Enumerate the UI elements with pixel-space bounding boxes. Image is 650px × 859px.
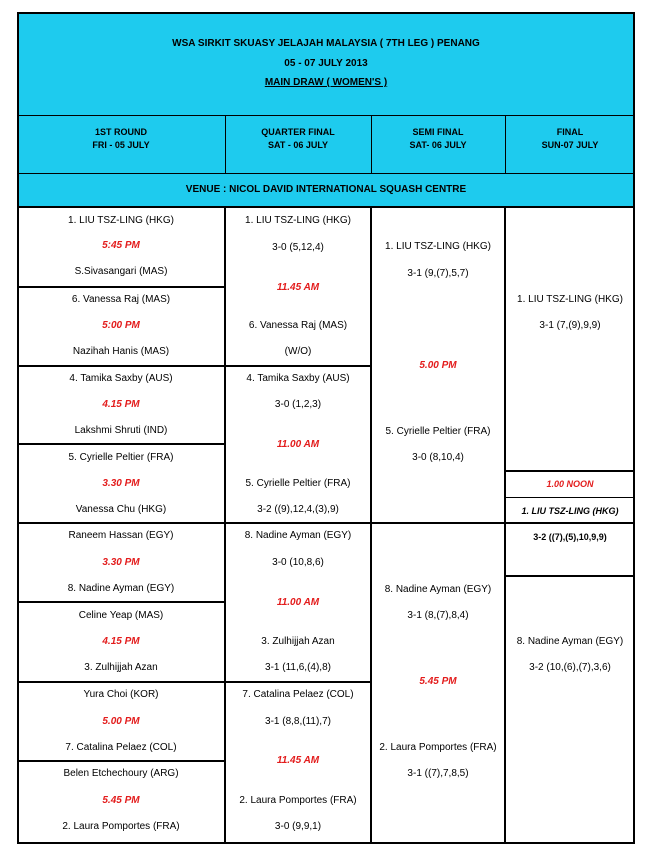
round1-player: Yura Choi (KOR)	[83, 689, 159, 700]
column-header-round1	[17, 126, 225, 152]
final-score: 3-2 (10,(6),(7),3,6)	[529, 662, 611, 673]
round1-player: Vanessa Chu (HKG)	[75, 504, 167, 515]
quarter-player: 8. Nadine Ayman (EGY)	[244, 530, 352, 541]
quarter-score: 3-0 (5,12,4)	[272, 242, 324, 253]
quarter-score: 3-1 (11,6,(4),8)	[265, 662, 331, 673]
row-divider	[17, 760, 225, 762]
round1-player: 1. LIU TSZ-LING (HKG)	[68, 215, 174, 226]
row-divider	[505, 497, 635, 498]
column-title: SEMI FINAL	[412, 127, 464, 137]
round1-time: 5:00 PM	[102, 320, 140, 331]
row-divider	[17, 522, 371, 524]
row-divider	[17, 286, 225, 288]
quarter-player: 1. LIU TSZ-LING (HKG)	[245, 215, 351, 226]
tournament-dates: 05 - 07 JULY 2013	[284, 58, 368, 69]
round1-player: Nazihah Hanis (MAS)	[72, 346, 170, 357]
round1-player: 8. Nadine Ayman (EGY)	[67, 583, 175, 594]
column-title: 1ST ROUND	[94, 127, 147, 137]
quarter-player: 6. Vanessa Raj (MAS)	[248, 320, 348, 331]
semi-time: 5.00 PM	[419, 360, 457, 371]
round1-time: 5.45 PM	[102, 795, 140, 806]
semi-score: 3-0 (8,10,4)	[412, 452, 464, 463]
final-score: 3-1 (7,(9),9,9)	[539, 320, 601, 331]
quarter-score: 3-2 ((9),12,4,(3),9)	[257, 504, 339, 515]
quarter-player: 4. Tamika Saxby (AUS)	[246, 373, 350, 384]
semi-score: 3-1 (8,(7),8,4)	[407, 610, 469, 621]
quarter-player: 5. Cyrielle Peltier (FRA)	[245, 478, 351, 489]
row-divider	[225, 681, 371, 683]
round1-player: 5. Cyrielle Peltier (FRA)	[68, 452, 174, 463]
semi-player: 2. Laura Pomportes (FRA)	[379, 742, 497, 753]
row-divider	[17, 443, 225, 445]
semi-player: 8. Nadine Ayman (EGY)	[384, 584, 492, 595]
final-player: 1. LIU TSZ-LING (HKG)	[517, 294, 623, 305]
quarter-score: 3-0 (1,2,3)	[274, 399, 322, 410]
semi-player: 5. Cyrielle Peltier (FRA)	[385, 426, 491, 437]
round1-time: 3.30 PM	[102, 557, 140, 568]
row-divider	[505, 575, 635, 577]
quarter-time: 11.00 AM	[276, 597, 320, 608]
column-date: SAT - 06 JULY	[267, 140, 329, 150]
quarter-player: 3. Zulhijjah Azan	[261, 636, 335, 647]
column-title: QUARTER FINAL	[261, 127, 335, 137]
round1-player: Belen Etchechoury (ARG)	[63, 768, 179, 779]
quarter-player: 2. Laura Pomportes (FRA)	[239, 795, 357, 806]
column-date: FRI - 05 JULY	[92, 140, 150, 150]
quarter-time: 11.45 AM	[276, 282, 320, 293]
column-title: FINAL	[556, 127, 584, 137]
column-date: SAT- 06 JULY	[409, 140, 467, 150]
draw-title: MAIN DRAW ( WOMEN'S )	[264, 77, 388, 88]
round1-player: 6. Vanessa Raj (MAS)	[71, 294, 171, 305]
round1-player: Lakshmi Shruti (IND)	[74, 425, 168, 436]
column-date: SUN-07 JULY	[541, 140, 599, 150]
tournament-title: WSA SIRKIT SKUASY JELAJAH MALAYSIA ( 7TH LEG ) PENANG	[172, 38, 480, 49]
round1-player: 2. Laura Pomportes (FRA)	[62, 821, 180, 832]
row-divider	[225, 365, 371, 367]
column-header-final	[505, 126, 635, 152]
row-divider	[371, 522, 635, 524]
semi-time: 5.45 PM	[419, 676, 457, 687]
row-divider	[505, 470, 635, 472]
champion-name: 1. LIU TSZ-LING (HKG)	[521, 506, 619, 516]
quarter-score: 3-1 (8,8,(11),7)	[265, 716, 331, 727]
quarter-time: 11.45 AM	[276, 755, 320, 766]
round1-player: S.Sivasangari (MAS)	[74, 266, 168, 277]
round1-player: Celine Yeap (MAS)	[78, 610, 164, 621]
round1-player: 3. Zulhijjah Azan	[84, 662, 158, 673]
venue-label: VENUE : NICOL DAVID INTERNATIONAL SQUASH CENTRE	[185, 184, 467, 195]
quarter-score: 3-0 (10,8,6)	[272, 557, 324, 568]
semi-score: 3-1 ((7),7,8,5)	[407, 768, 469, 779]
final-time: 1.00 NOON	[546, 479, 594, 489]
round1-time: 5:45 PM	[102, 240, 140, 251]
row-divider	[17, 365, 225, 367]
quarter-score: (W/O)	[284, 346, 312, 357]
row-divider	[17, 681, 225, 683]
column-header-semi	[371, 126, 505, 152]
round1-time: 4.15 PM	[102, 636, 140, 647]
round1-player: 7. Catalina Pelaez (COL)	[65, 742, 177, 753]
round1-time: 4.15 PM	[102, 399, 140, 410]
semi-player: 1. LIU TSZ-LING (HKG)	[385, 241, 491, 252]
round1-time: 3.30 PM	[102, 478, 140, 489]
final-player: 8. Nadine Ayman (EGY)	[516, 636, 624, 647]
quarter-score: 3-0 (9,9,1)	[274, 821, 322, 832]
round1-player: Raneem Hassan (EGY)	[68, 530, 174, 541]
champion-score: 3-2 ((7),(5),10,9,9)	[533, 532, 607, 542]
semi-score: 3-1 (9,(7),5,7)	[407, 268, 469, 279]
row-divider	[17, 601, 225, 603]
round1-player: 4. Tamika Saxby (AUS)	[69, 373, 173, 384]
round1-time: 5.00 PM	[102, 716, 140, 727]
quarter-time: 11.00 AM	[276, 439, 320, 450]
quarter-player: 7. Catalina Pelaez (COL)	[242, 689, 354, 700]
column-header-quarter	[225, 126, 371, 152]
